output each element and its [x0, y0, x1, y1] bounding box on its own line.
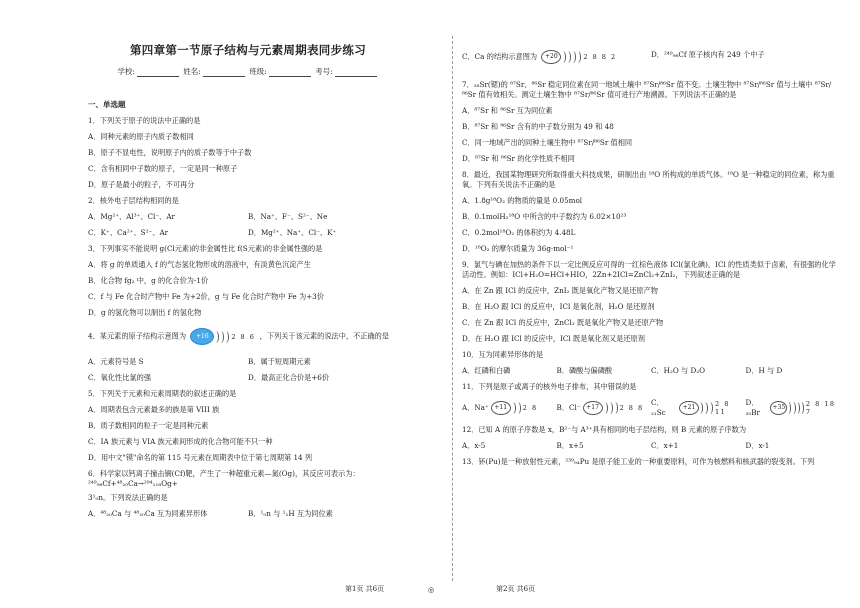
options-4cd — [88, 373, 408, 383]
school-label: 学校: — [117, 67, 135, 76]
option-1c: C．含有相同中子数的原子，一定是同一种原子 — [88, 164, 238, 173]
electron-shells: 2 8 18 7 — [805, 399, 836, 416]
question-6-cont: 3¹₀n。下列说法正确的是 — [88, 493, 168, 502]
section-heading: 一、单选题 — [88, 100, 126, 109]
option-5c: C．IA 族元素与 VIA 族元素间形成的化合物可能不只一种 — [88, 437, 273, 446]
option-3c: C．f 与 Fe 化合时产物中 Fe 为+2价，g 与 Fe 化合时产物中 Fe 为+3价 — [88, 292, 324, 301]
question-4-post: ，下列关于该元素的说法中，不正确的是 — [259, 331, 390, 341]
options-10 — [462, 366, 840, 376]
exam-label: 考号: — [315, 67, 333, 76]
options-6ab — [88, 509, 408, 519]
electron-shells: 2 8 — [522, 403, 538, 412]
option-8a: A．1.8g¹⁸O₂ 的物质的量是 0.05mol — [462, 196, 583, 205]
option-11c — [651, 398, 746, 417]
question-12: 12．已知 A 的原子序数是 x，B²⁻与 A³⁺具有相同的电子层结构，则 B 元素的原子序数为 — [462, 425, 747, 434]
option-2a: A．Mg²⁺、Al³⁺、Cl⁻、Ar — [88, 212, 175, 221]
ion-label: D．₃₅Br — [745, 398, 760, 417]
option-7c: C．同一地域产出的同种土壤生物中 ⁸⁷Sr/⁸⁶Sr 值相同 — [462, 138, 633, 147]
option-6d: D．²⁴⁹₉₈Cf 原子核内有 249 个中子 — [651, 50, 765, 59]
electron-shells: 2 8 11 — [715, 399, 730, 416]
option-1a: A．同种元素的原子内质子数相同 — [88, 132, 194, 141]
school-blank[interactable] — [137, 68, 179, 77]
option-4c: C．氧化性比氯的强 — [88, 373, 152, 382]
option-7b: B．⁸⁷Sr 和 ⁸⁶Sr 含有的中子数分别为 49 和 48 — [462, 122, 614, 131]
atom-diagram-na — [491, 401, 538, 415]
nucleus: +20 — [541, 50, 561, 64]
option-6c-text: C．Ca 的结构示意图为 — [462, 52, 538, 61]
electron-shells: 2 8 8 — [619, 403, 644, 412]
atom-diagram-ca — [541, 50, 616, 64]
options-11 — [462, 398, 840, 417]
option-4a: A．元素符号是 S — [88, 357, 144, 366]
question-2: 2．核外电子层结构相同的是 — [88, 196, 179, 205]
option-2b: B．Na⁺、F⁻、S²⁻、Ne — [248, 212, 328, 221]
question-10: 10．互为同素异形体的是 — [462, 350, 544, 359]
option-12b: B．x+5 — [556, 441, 584, 450]
option-8d: D．¹⁸O₂ 的摩尔质量为 36g·mol⁻¹ — [462, 244, 574, 253]
question-6: 6．科学家以钙离子撞击锎(Cf)靶，产生了一种超重元素—氮(Og)，其反应可表示为：²⁴⁹₉₈Cf+⁴⁸₂₀Ca→²⁹⁴₁₁₈Og+ — [88, 469, 360, 488]
option-12a: A．x-5 — [462, 441, 486, 450]
option-10a: A．红磷和白磷 — [462, 366, 511, 375]
options-12 — [462, 441, 840, 451]
nucleus: +21 — [679, 401, 698, 415]
option-7a: A．⁸⁷Sr 和 ⁸⁶Sr 互为同位素 — [462, 106, 553, 115]
question-1: 1．下列关于原子的说法中正确的是 — [88, 116, 201, 125]
name-blank[interactable] — [203, 68, 245, 77]
electron-shells: 2 8 8 2 — [583, 53, 617, 61]
binding-mark-icon: ◎ — [428, 586, 435, 594]
option-10d: D．H 与 D — [745, 366, 783, 375]
question-7: 7．₃₈Sr(锶)的 ⁸⁷Sr、⁸⁶Sr 稳定同位素在同一地域土壤中 ⁸⁷Sr/⁸⁶Sr 值不变。土壤生物中 ⁸⁷Sr/⁸⁶Sr 值与土壤中 ⁸⁷Sr/⁸⁶Sr 值有效相关。测定土壤生物中 ⁸⁷Sr/⁸⁶Sr 值可进行产地溯源。下列说法不正确的是 — [462, 80, 832, 99]
question-8: 8．最近，我国某物理研究所取得重大科技成果，研制出由 ¹⁸O 所构成的单质气体。¹⁸O 是一种稳定的同位素，称为重氧。下列有关说法不正确的是 — [462, 170, 835, 189]
nucleus: +11 — [491, 401, 511, 415]
option-9a: A．在 Zn 跟 ICl 的反应中，ZnI₂ 既是氧化产物又是还原产物 — [462, 286, 658, 295]
option-5b: B．质子数相同的粒子一定是同种元素 — [88, 421, 209, 430]
option-1b: B．原子不显电性，说明原子内的质子数等于中子数 — [88, 148, 252, 157]
right-page — [430, 0, 860, 608]
atom-diagram-cl — [583, 401, 644, 415]
option-7d: D．⁸⁷Sr 和 ⁸⁶Sr 的化学性质不相同 — [462, 154, 575, 163]
page-title: 第四章第一节原子结构与元素周期表同步练习 — [130, 43, 366, 57]
options-2ab — [88, 212, 408, 222]
ion-label: A．Na⁺ — [462, 402, 489, 412]
question-4 — [88, 328, 408, 345]
option-5a: A．周期表包含元素最多的族是第 VIII 族 — [88, 405, 220, 414]
option-12d: D．x-1 — [745, 441, 770, 450]
page-number-right: 第2页 共6页 — [496, 585, 536, 593]
question-13: 13．钚(Pu)是一种放射性元素，²³⁹₉₄Pu 是原子能工业的一种重要原料，可作为核燃料和核武器的裂变剂。下列 — [462, 457, 815, 466]
question-4-pre: 4．某元素的原子结构示意图为 — [88, 331, 187, 341]
electron-shells: 2 8 6 — [231, 332, 256, 341]
options-4ab — [88, 357, 408, 367]
option-2d: D．Mg²⁺、Na⁺、Cl⁻、K⁺ — [248, 228, 337, 237]
option-9d: D．在 H₂O 跟 ICl 的反应中，ICl 既是氧化剂又是还原剂 — [462, 334, 645, 343]
option-11b — [557, 401, 652, 415]
ion-label: C．₂₁Sc — [651, 398, 666, 417]
question-9: 9．氯气与碘在加热的条件下以一定比例反应可得的一红棕色液体 ICl(氯化碘)，ICl 的性质类似于卤素，有很强的化学活动性。例如：ICl+H₂O=HCl+HIO，2Zn+2ICl=ZnCl₂+ZnI₂，下列叙述正确的是 — [462, 260, 836, 279]
option-2c: C．K⁺、Ca²⁺、S²⁻、Ar — [88, 228, 169, 237]
option-3d: D．g 的氢化物可以制出 f 的氢化物 — [88, 308, 202, 317]
option-6b: B．¹₀n 与 ¹₁H 互为同位素 — [248, 509, 333, 518]
option-10c: C．H₂O 与 D₂O — [651, 366, 706, 375]
option-6a: A．⁴⁸₂₀Ca 与 ⁴⁸₂₀Ca 互为同素异形体 — [88, 509, 208, 518]
option-9c: C．在 Zn 跟 ICl 的反应中，ZnCl₂ 既是氧化产物又是还原产物 — [462, 318, 664, 327]
option-10b: B．磷酸与偏磷酸 — [556, 366, 613, 375]
student-info — [88, 66, 408, 77]
option-8c: C．0.2mol¹⁸O₂ 的体积约为 4.48L — [462, 228, 576, 237]
ion-label: B．Cl⁻ — [556, 402, 581, 412]
option-9b: B．在 H₂O 跟 ICl 的反应中，ICl 是氧化剂，H₂O 是还原剂 — [462, 302, 655, 311]
option-6c — [462, 50, 651, 64]
name-label: 姓名: — [183, 67, 201, 76]
option-4d: D．最高正化合价是+6价 — [248, 373, 330, 382]
option-3b: B．化合物 fg₂ 中，g 的化合价为-1价 — [88, 276, 209, 285]
option-1d: D．原子是最小的粒子，不可再分 — [88, 180, 195, 189]
option-12c: C．x+1 — [651, 441, 679, 450]
exam-blank[interactable] — [335, 68, 377, 77]
option-3a: A．将 g 的单质通入 f 的气态氢化物形成的溶液中，有淡黄色沉淀产生 — [88, 260, 311, 269]
nucleus: +17 — [583, 401, 603, 415]
question-5: 5．下列关于元素和元素周期表的叙述正确的是 — [88, 389, 237, 398]
question-11: 11．下列是原子或离子的核外电子排布，其中错误的是 — [462, 382, 637, 391]
atom-diagram-sc — [679, 400, 743, 416]
option-8b: B．0.1molH₂¹⁸O 中所含的中子数约为 6.02×10²³ — [462, 212, 627, 221]
option-11a — [462, 401, 557, 415]
option-11d — [746, 398, 841, 417]
nucleus: +16 — [190, 328, 214, 345]
class-blank[interactable] — [269, 68, 311, 77]
option-5d: D．用中文"镆"命名的第 115 号元素在周期表中位于第七周期第 14 列 — [88, 453, 313, 462]
class-label: 班级: — [249, 67, 267, 76]
nucleus: +35 — [770, 401, 787, 415]
atom-diagram-br — [770, 400, 838, 416]
atom-diagram-s — [190, 328, 255, 345]
question-3: 3．下列事实不能说明 g(Cl元素)的非金属性比 f(S元素)的非金属性强的是 — [88, 244, 323, 253]
option-4b: B．属于短周期元素 — [248, 357, 311, 366]
options-6cd — [462, 50, 840, 64]
page-number-left: 第1页 共6页 — [345, 585, 385, 593]
options-2cd — [88, 228, 408, 238]
